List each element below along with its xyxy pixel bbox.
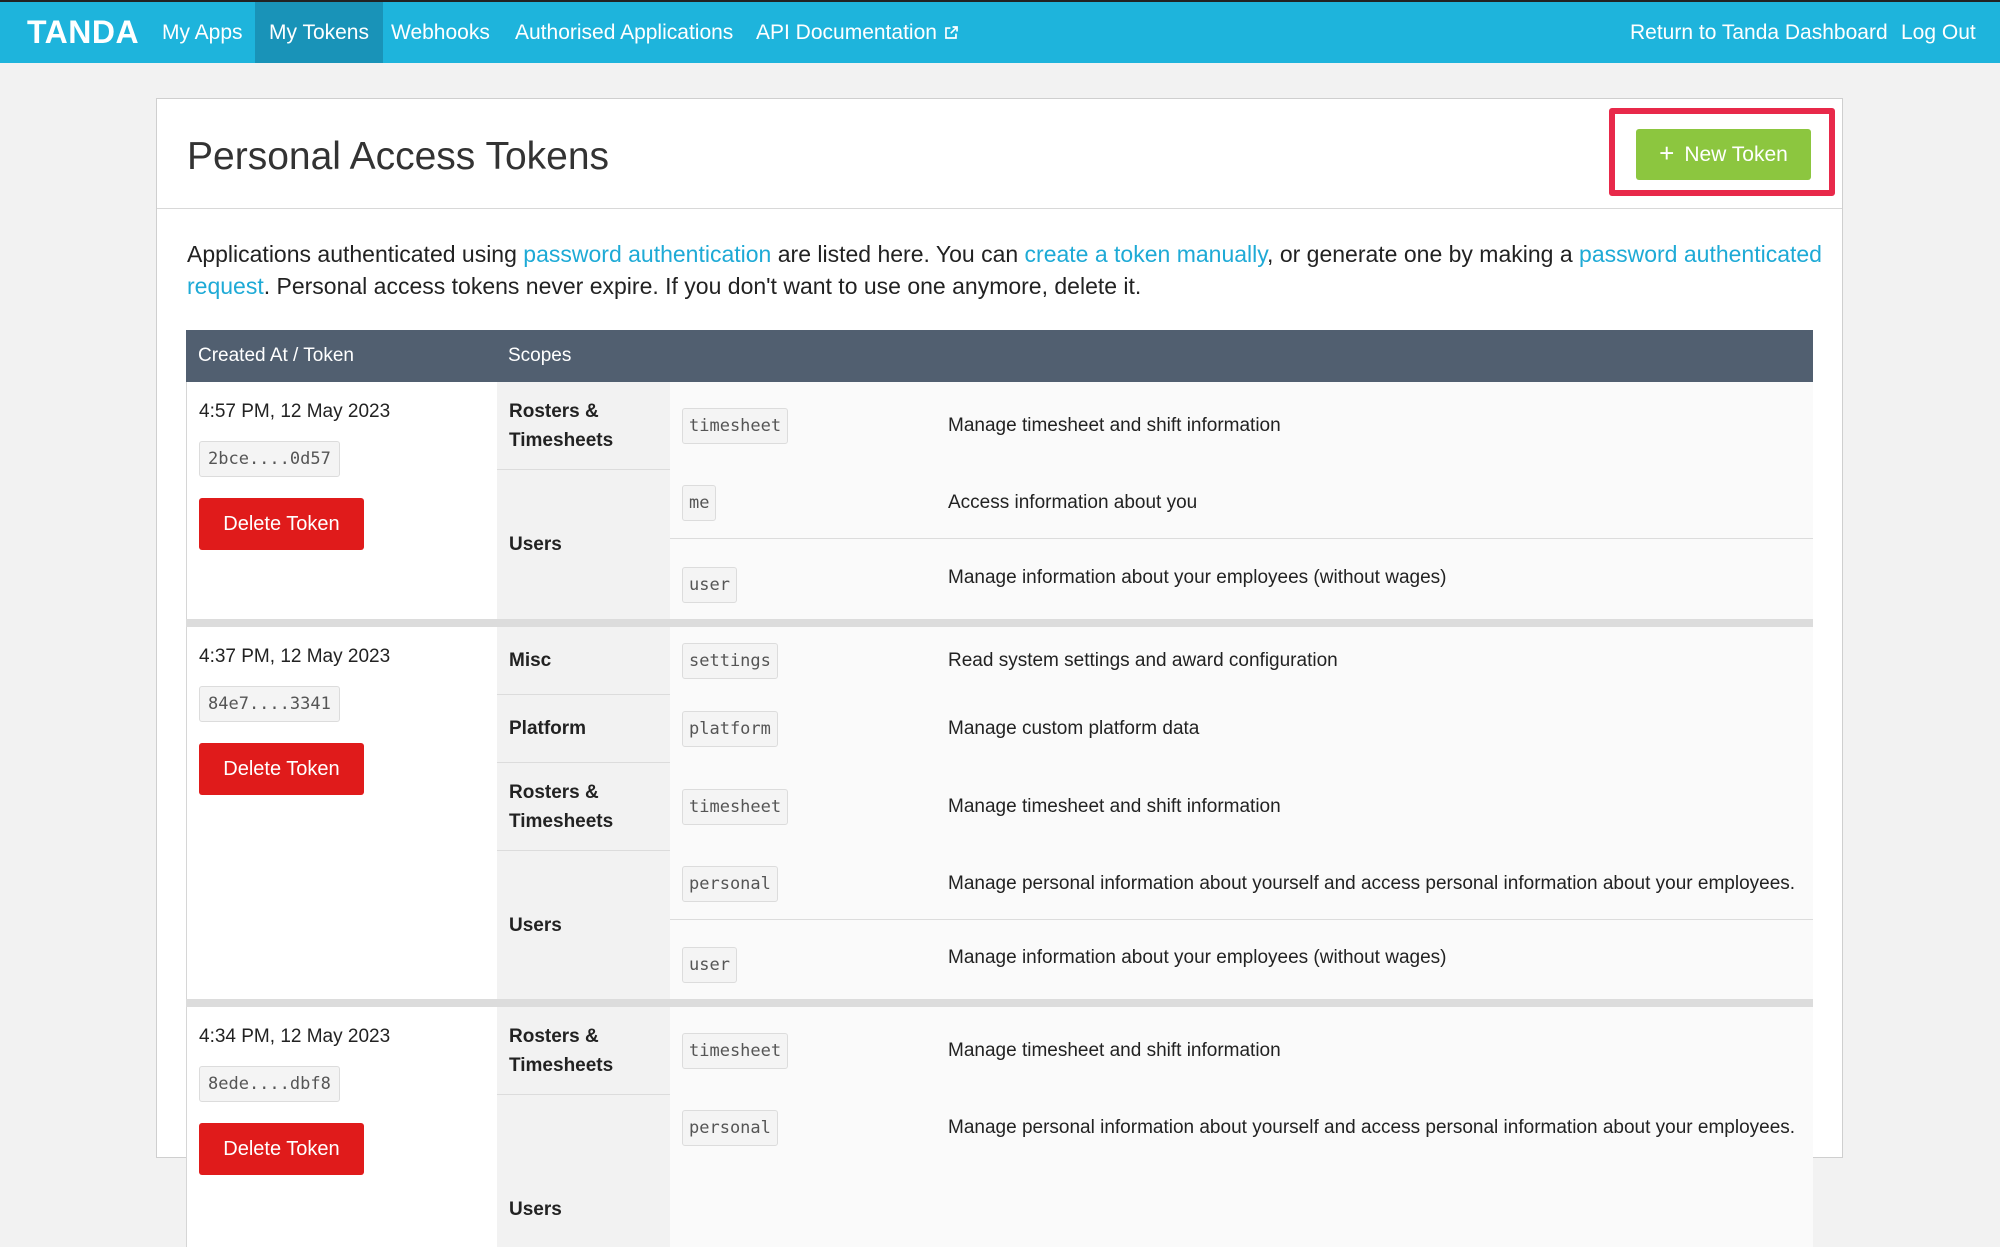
- token-value: 84e7....3341: [199, 686, 340, 722]
- token-info: [187, 627, 497, 999]
- scope-description: Read system settings and award configuration: [948, 650, 1338, 671]
- plus-icon: +: [1659, 138, 1675, 168]
- tanda-logo[interactable]: TANDA: [27, 14, 140, 50]
- scope-group: [497, 470, 1813, 619]
- scope-description: Manage personal information about yourself and access personal information about your employees.: [948, 873, 1796, 894]
- intro-text: [187, 238, 1827, 302]
- scope-row: [670, 382, 1813, 470]
- token-created-at: 4:34 PM, 12 May 2023: [199, 1026, 391, 1047]
- scope-row: [670, 538, 1813, 619]
- password-authenticated-request-link[interactable]: password authenticated request: [187, 241, 1822, 299]
- scope-group-name: Rosters & Timesheets: [497, 382, 670, 469]
- scope-group: [497, 695, 1813, 763]
- token-info: [187, 382, 497, 619]
- scope-group-name: Platform: [497, 695, 670, 762]
- token-value: 2bce....0d57: [199, 441, 340, 477]
- scope-description: Manage information about your employees (without wages): [948, 947, 1447, 968]
- scope-group: [497, 627, 1813, 695]
- scope-group: [497, 851, 1813, 999]
- scope-group-name: Rosters & Timesheets: [497, 1007, 670, 1094]
- token-separator: [186, 619, 1813, 627]
- scope-code: timesheet: [682, 789, 788, 825]
- scope-row: [670, 1007, 1813, 1095]
- scope-row: [670, 919, 1813, 999]
- scope-group-name: Users: [497, 470, 670, 619]
- token-created-at: 4:37 PM, 12 May 2023: [199, 646, 391, 667]
- scope-row: [670, 851, 1813, 919]
- token-separator: [186, 999, 1813, 1007]
- scope-group-name: Misc: [497, 627, 670, 694]
- table-header: [186, 330, 1813, 382]
- create-token-manually-link[interactable]: create a token manually: [1024, 241, 1268, 267]
- nav-authorised-applications[interactable]: Authorised Applications: [515, 21, 734, 44]
- delete-token-button[interactable]: Delete Token: [199, 498, 364, 550]
- token-value: 8ede....dbf8: [199, 1066, 340, 1102]
- scope-code: timesheet: [682, 1033, 788, 1069]
- scope-code: personal: [682, 866, 778, 902]
- token-info: [187, 1007, 497, 1247]
- intro-text-3: , or generate one by making a: [1267, 241, 1580, 267]
- scope-description: Manage timesheet and shift information: [948, 796, 1281, 817]
- nav-my-tokens[interactable]: My Tokens: [255, 2, 383, 63]
- scope-group: [497, 1007, 1813, 1095]
- scope-group: [497, 763, 1813, 851]
- header-created-at: Created At / Token: [198, 345, 354, 366]
- intro-text-1: Applications authenticated using: [187, 241, 524, 267]
- token-created-at: 4:57 PM, 12 May 2023: [199, 401, 391, 422]
- scope-group: [497, 382, 1813, 470]
- nav-return-to-dashboard[interactable]: Return to Tanda Dashboard: [1630, 21, 1888, 44]
- tokens-panel: [156, 98, 1843, 1220]
- intro-text-4: . Personal access tokens never expire. If you don't want to use one anymore, delete it.: [263, 273, 1142, 299]
- scope-row: [670, 1095, 1813, 1247]
- external-link-icon: [943, 24, 960, 41]
- scope-group-name: Users: [497, 1095, 670, 1247]
- top-nav-bar: [0, 0, 2000, 63]
- nav-log-out[interactable]: Log Out: [1901, 21, 1976, 44]
- scope-row: [670, 627, 1813, 695]
- scope-description: Manage information about your employees (without wages): [948, 567, 1447, 588]
- scope-code: me: [682, 485, 716, 521]
- scope-description: Manage personal information about yourself and access personal information about your employees.: [948, 1117, 1796, 1138]
- nav-webhooks[interactable]: Webhooks: [391, 21, 490, 44]
- scope-group: [497, 1095, 1813, 1247]
- delete-token-button[interactable]: Delete Token: [199, 743, 364, 795]
- scope-group-name: Users: [497, 851, 670, 999]
- nav-api-documentation[interactable]: [742, 2, 974, 63]
- scope-description: Manage timesheet and shift information: [948, 415, 1281, 436]
- scope-group-name: Rosters & Timesheets: [497, 763, 670, 850]
- scope-row: [670, 470, 1813, 538]
- intro-text-2: are listed here. You can: [771, 241, 1025, 267]
- scope-description: Manage custom platform data: [948, 718, 1200, 739]
- scope-code: platform: [682, 711, 778, 747]
- scope-row: [670, 763, 1813, 851]
- panel-header: [157, 99, 1842, 209]
- token-row: [186, 627, 1813, 999]
- token-row: [186, 1007, 1813, 1247]
- header-scopes: Scopes: [508, 345, 572, 366]
- new-token-button[interactable]: [1636, 129, 1811, 180]
- scope-code: timesheet: [682, 408, 788, 444]
- scope-code: user: [682, 947, 737, 983]
- scope-code: personal: [682, 1110, 778, 1146]
- scope-description: Access information about you: [948, 492, 1198, 513]
- scope-description: Manage timesheet and shift information: [948, 1040, 1281, 1061]
- delete-token-button[interactable]: Delete Token: [199, 1123, 364, 1175]
- nav-my-apps[interactable]: My Apps: [162, 21, 243, 44]
- nav-api-documentation-label: API Documentation: [756, 21, 937, 44]
- page-title: Personal Access Tokens: [187, 135, 610, 178]
- token-row: [186, 382, 1813, 619]
- scope-code: settings: [682, 643, 778, 679]
- password-authentication-link[interactable]: password authentication: [523, 241, 772, 267]
- scope-code: user: [682, 567, 737, 603]
- new-token-label: New Token: [1684, 142, 1788, 166]
- scope-row: [670, 695, 1813, 763]
